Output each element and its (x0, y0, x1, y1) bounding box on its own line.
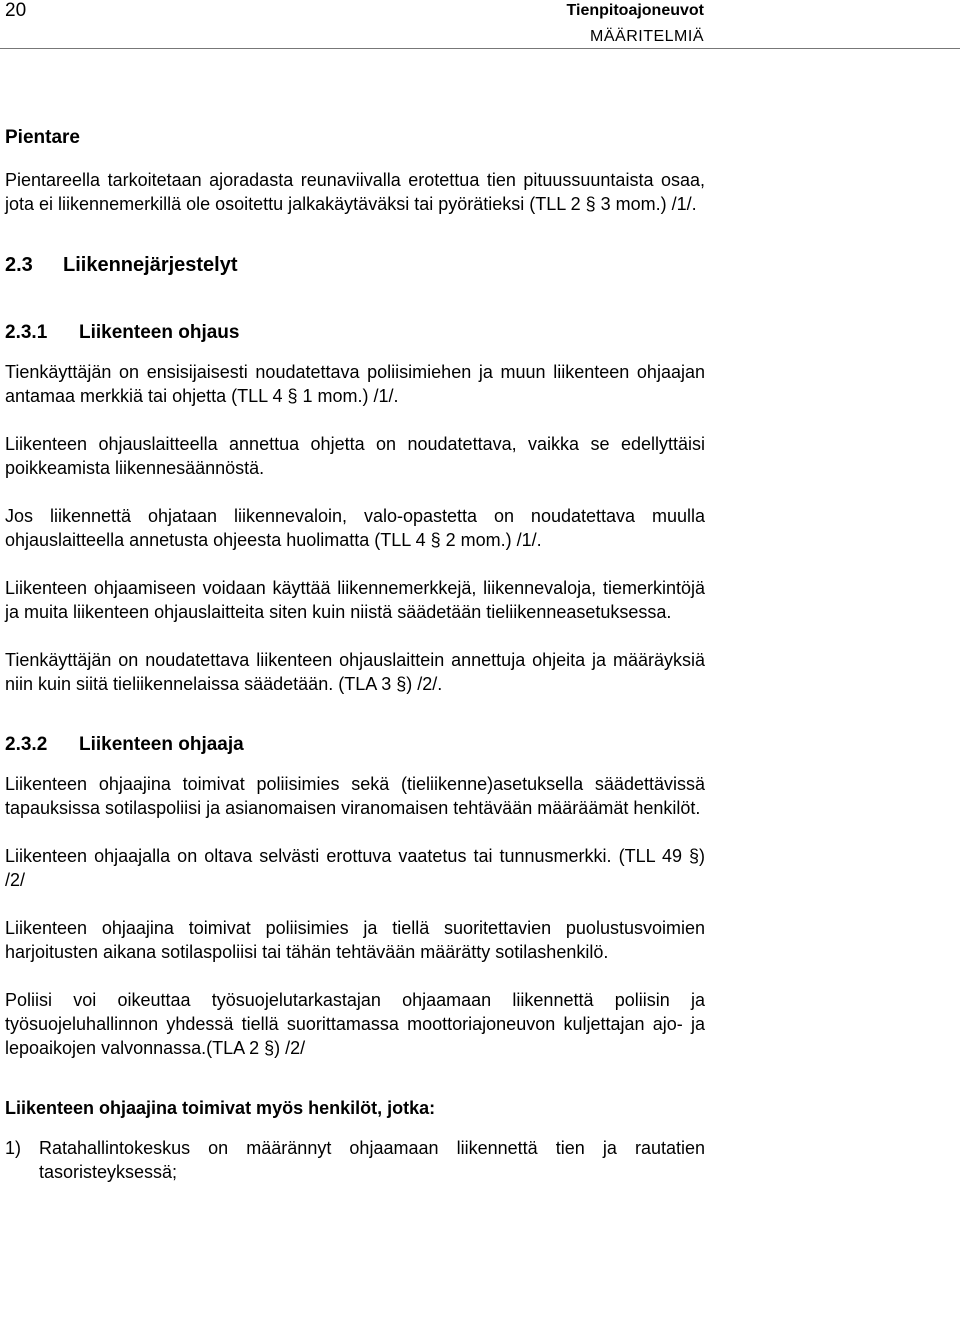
section-number: 2.3.2 (5, 734, 48, 755)
section-heading-2-3-1 (5, 320, 705, 346)
section-title: Liikenteen ohjaus (79, 322, 240, 343)
paragraph: Liikenteen ohjaajalla on oltava selvästi erottuva vaatetus tai tunnusmerkki. (TLL 49 §) /2/ (5, 846, 705, 890)
section-heading-2-3 (5, 250, 705, 280)
term-definition: Pientareella tarkoitetaan ajoradasta reunaviivalla erotettua tien pituussuuntaista osaa, jota ei liikennemerkillä ole osoitettu jalkakäytäväksi tai pyörätieksi (TLL 2 § 3 mom.) /1/. (5, 170, 705, 214)
list-item-text: Ratahallintokeskus on määrännyt ohjaamaan liikennettä tien ja rautatien tasoristeyksessä; (39, 1138, 705, 1182)
list-marker: 1) (5, 1138, 22, 1158)
list-item (5, 1136, 705, 1184)
paragraph: Jos liikennettä ohjataan liikennevaloin, valo-opastetta on noudatettava muulla ohjauslaitteella annetusta ohjeesta huolimatta (TLL 4 § 2 mom.) /1/. (5, 506, 705, 550)
list-lead: Liikenteen ohjaajina toimivat myös henkilöt, jotka: (5, 1098, 436, 1118)
term-heading: Pientare (5, 127, 80, 148)
paragraph: Liikenteen ohjauslaitteella annettua ohjetta on noudatettava, vaikka se edellyttäisi poikkeamista liikennesäännöstä. (5, 434, 705, 478)
paragraph: Liikenteen ohjaajina toimivat poliisimies sekä (tieliikenne)asetuksella säädettävissä tapauksissa sotilaspoliisi ja asianomaisen viranomaisen tehtävään määräämät henkilöt. (5, 774, 705, 818)
paragraph: Tienkäyttäjän on noudatettava liikenteen ohjauslaittein annettuja ohjeita ja määräyksiä niin kuin siitä tieliikennelaissa säädetään. (TLA 3 §) /2/. (5, 650, 705, 694)
header-title: Tienpitoajoneuvot (566, 2, 704, 19)
section-heading-2-3-2 (5, 732, 705, 758)
page-number: 20 (5, 0, 27, 21)
section-title: Liikennejärjestelyt (63, 254, 238, 276)
section-number: 2.3.1 (5, 322, 48, 343)
section-number: 2.3 (5, 254, 33, 276)
paragraph: Poliisi voi oikeuttaa työsuojelutarkastajan ohjaamaan liikennettä poliisin ja työsuojeluhallinnon yhdessä tiellä suorittamassa moottoriajoneuvon kuljettajan ajo- ja lepoaikojen valvonnassa.(TLA 2 §) /2/ (5, 990, 705, 1058)
paragraph: Liikenteen ohjaajina toimivat poliisimies ja tiellä suoritettavien puolustusvoimien harjoitusten aikana sotilaspoliisi tai tähän tehtävään määrätty sotilashenkilö. (5, 918, 705, 962)
header-divider (0, 48, 960, 49)
header-subtitle: MÄÄRITELMIÄ (590, 28, 704, 45)
paragraph: Tienkäyttäjän on ensisijaisesti noudatettava poliisimiehen ja muun liikenteen ohjaajan antamaa merkkiä tai ohjetta (TLL 4 § 1 mom.) /1/. (5, 362, 705, 406)
paragraph: Liikenteen ohjaamiseen voidaan käyttää liikennemerkkejä, liikennevaloja, tiemerkintöjä ja muita liikenteen ohjauslaitteita siten kuin niistä säädetään tieliikenneasetuksessa. (5, 578, 705, 622)
document-body (5, 126, 705, 1184)
page-header (567, 0, 704, 48)
section-title: Liikenteen ohjaaja (79, 734, 244, 755)
